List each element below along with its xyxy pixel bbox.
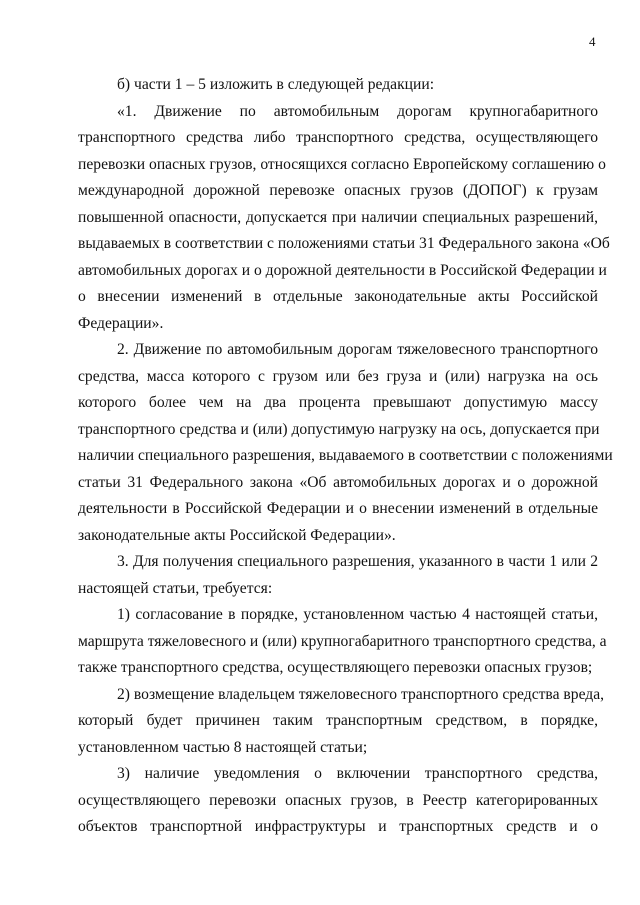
text-line: «1. Движение по автомобильным дорогам крупногабаритного	[117, 102, 598, 120]
text-line: выдаваемых в соответствии с положениями статьи 31 Федерального закона «Об	[78, 235, 610, 252]
text-line: которого более чем на два процента превышают допустимую массу	[78, 394, 598, 411]
text-line: также транспортного средства, осуществляющего перевозки опасных грузов;	[78, 659, 593, 676]
text-line: осуществляющего перевозки опасных грузов, в Реестр категорированных	[78, 791, 598, 809]
text-line: 3) наличие уведомления о включении транспортного средства,	[117, 765, 598, 782]
text-line: установленном частью 8 настоящей статьи;	[78, 738, 368, 756]
text-line: 2. Движение по автомобильным дорогам тяжеловесного транспортного	[117, 341, 598, 358]
text-line: о внесении изменений в отдельные законодательные акты Российской	[78, 288, 598, 305]
text-line: 3. Для получения специального разрешения, указанного в части 1 или 2	[117, 553, 598, 570]
text-line: объектов транспортной инфраструктуры и транспортных средств и о	[78, 818, 598, 835]
text-line: законодательные акты Российской Федерации».	[78, 526, 396, 544]
text-line: перевозки опасных грузов, относящихся согласно Европейскому соглашению о	[78, 155, 606, 173]
text-line: маршрута тяжеловесного и (или) крупногабаритного транспортного средства, а	[78, 632, 607, 650]
text-line: транспортного средства и (или) допустимую нагрузку на ось, допускается при	[78, 420, 600, 438]
text-line: 1) согласование в порядке, установленном частью 4 настоящей статьи,	[117, 606, 598, 623]
page-number: 4	[589, 34, 596, 49]
text-line: автомобильных дорогах и о дорожной деятельности в Российской Федерации и	[78, 261, 607, 279]
text-line: статьи 31 Федерального закона «Об автомобильных дорогах и о дорожной	[78, 473, 598, 491]
text-line: Федерации».	[78, 314, 164, 332]
text-line: б) части 1 – 5 изложить в следующей редакции:	[117, 76, 435, 93]
text-line: наличии специального разрешения, выдаваемого в соответствии с положениями	[78, 447, 613, 464]
text-line: настоящей статьи, требуется:	[78, 579, 273, 597]
text-line: международной дорожной перевозке опасных грузов (ДОПОГ) к грузам	[78, 182, 598, 199]
text-line: транспортного средства либо транспортного средства, осуществляющего	[78, 129, 598, 146]
text-line: деятельности в Российской Федерации и о внесении изменений в отдельные	[78, 500, 598, 517]
text-line: средства, масса которого с грузом или без груза и (или) нагрузка на ось	[78, 367, 598, 385]
text-line: который будет причинен таким транспортным средством, в порядке,	[78, 712, 598, 729]
text-line: повышенной опасности, допускается при наличии специальных разрешений,	[78, 208, 598, 226]
text-line: 2) возмещение владельцем тяжеловесного транспортного средства вреда,	[117, 685, 605, 703]
